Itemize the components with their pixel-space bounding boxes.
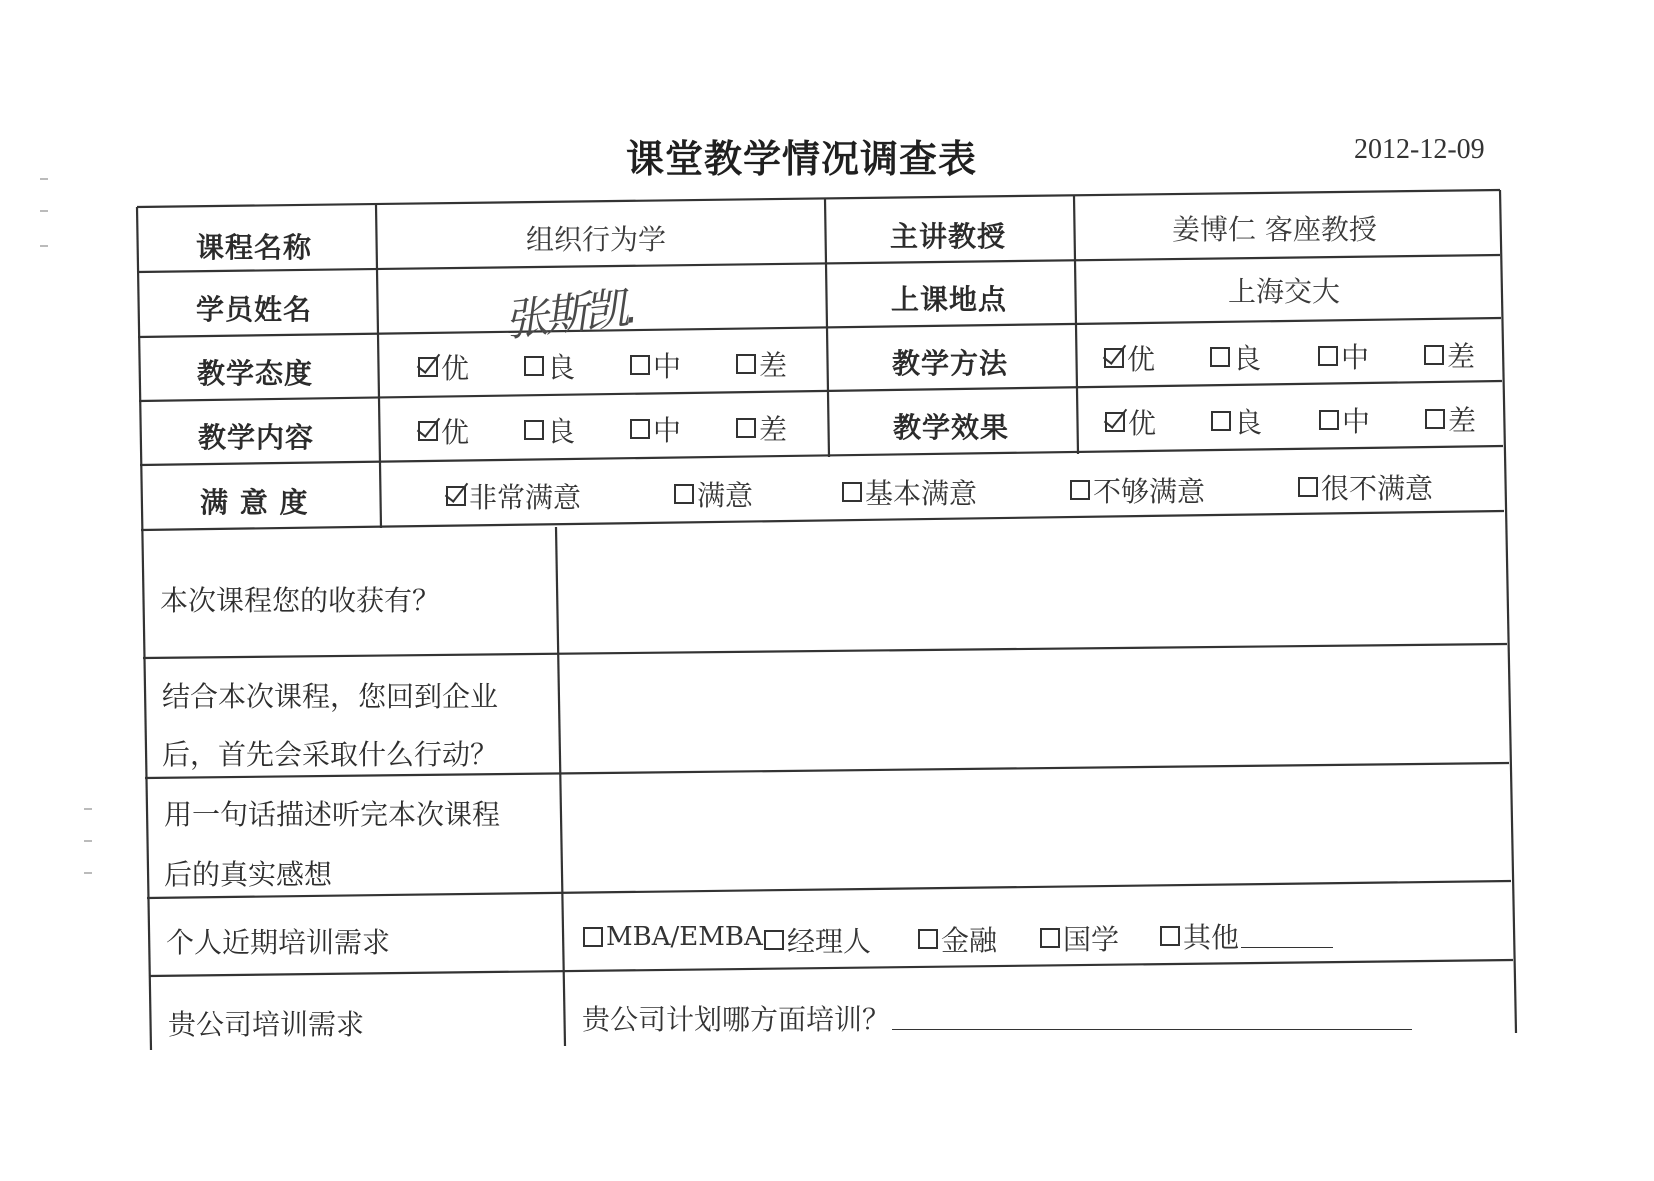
- content-option-excellent[interactable]: 优: [418, 411, 469, 451]
- checkbox-icon[interactable]: [1319, 410, 1339, 430]
- course-name-label: 课程名称: [196, 231, 313, 264]
- checkbox-checked-icon[interactable]: [1105, 412, 1125, 432]
- training-option-sinology[interactable]: 国学: [1040, 918, 1119, 958]
- attitude-option-excellent[interactable]: 优: [418, 347, 469, 387]
- company-training-fill-line[interactable]: [892, 1007, 1412, 1030]
- question-gains: 本次课程您的收获有？: [160, 584, 441, 617]
- checkbox-icon[interactable]: [764, 930, 784, 950]
- checkbox-icon[interactable]: [1318, 346, 1338, 366]
- satisfaction-option-very-satisfied[interactable]: 非常满意: [446, 476, 581, 516]
- checkbox-icon[interactable]: [1070, 480, 1090, 500]
- checkbox-icon[interactable]: [1160, 926, 1180, 946]
- content-label: 教学内容: [198, 421, 315, 454]
- scan-artifact: [84, 840, 92, 842]
- effect-option-poor[interactable]: 差: [1425, 399, 1476, 439]
- student-name-handwritten: 张斯凯.: [502, 282, 637, 347]
- method-label: 教学方法: [892, 347, 1009, 380]
- checkbox-icon[interactable]: [1425, 409, 1445, 429]
- form-title: 课堂教学情况调查表: [626, 137, 978, 181]
- scan-artifact: [40, 245, 48, 247]
- checkbox-icon[interactable]: [674, 484, 694, 504]
- checkbox-icon[interactable]: [630, 355, 650, 375]
- answer-action-area[interactable]: [570, 655, 1490, 770]
- content-option-good[interactable]: 良: [524, 410, 575, 450]
- checkbox-icon[interactable]: [583, 927, 603, 947]
- answer-gains-area[interactable]: [566, 530, 1486, 650]
- other-fill-line[interactable]: [1241, 925, 1333, 948]
- checkbox-checked-icon[interactable]: [446, 486, 466, 506]
- checkbox-icon[interactable]: [842, 482, 862, 502]
- effect-option-good[interactable]: 良: [1211, 401, 1262, 441]
- method-option-average[interactable]: 中: [1318, 336, 1369, 376]
- attitude-option-good[interactable]: 良: [524, 346, 575, 386]
- method-option-excellent[interactable]: 优: [1104, 338, 1155, 378]
- effect-label: 教学效果: [893, 411, 1010, 444]
- attitude-option-average[interactable]: 中: [630, 345, 681, 385]
- training-option-finance[interactable]: 金融: [918, 919, 997, 959]
- answer-feeling-area[interactable]: [572, 774, 1492, 889]
- question-action-line2: 后，首先会采取什么行动？: [162, 738, 499, 771]
- attitude-label: 教学态度: [197, 357, 314, 390]
- training-option-other[interactable]: 其他: [1160, 916, 1333, 956]
- scan-artifact: [84, 808, 92, 810]
- form-date: 2012-12-09: [1354, 134, 1485, 165]
- scan-artifact: [84, 872, 92, 874]
- satisfaction-option-basic[interactable]: 基本满意: [842, 472, 977, 512]
- attitude-option-poor[interactable]: 差: [736, 344, 787, 384]
- company-training-prompt-row: [582, 998, 1412, 1038]
- checkbox-icon[interactable]: [524, 356, 544, 376]
- checkbox-icon[interactable]: [1424, 345, 1444, 365]
- question-feeling-line2: 后的真实感想: [164, 858, 333, 891]
- course-name-value: 组织行为学: [526, 223, 667, 256]
- checkbox-icon[interactable]: [736, 418, 756, 438]
- effect-option-excellent[interactable]: 优: [1105, 402, 1156, 442]
- location-value: 上海交大: [1228, 275, 1341, 308]
- checkbox-icon[interactable]: [1040, 928, 1060, 948]
- training-option-manager[interactable]: 经理人: [764, 920, 871, 960]
- checkbox-icon[interactable]: [1211, 411, 1231, 431]
- checkbox-icon[interactable]: [524, 420, 544, 440]
- location-label: 上课地点: [891, 283, 1008, 316]
- checkbox-icon[interactable]: [1298, 477, 1318, 497]
- question-action-line1: 结合本次课程，您回到企业: [162, 680, 499, 713]
- student-name-label: 学员姓名: [196, 293, 313, 326]
- satisfaction-option-satisfied[interactable]: 满意: [674, 474, 753, 514]
- question-personal-training: 个人近期培训需求: [166, 926, 391, 959]
- content-option-poor[interactable]: 差: [736, 408, 787, 448]
- training-option-mba[interactable]: MBA/EMBA: [583, 922, 763, 952]
- method-option-poor[interactable]: 差: [1424, 335, 1475, 375]
- content-option-average[interactable]: 中: [630, 409, 681, 449]
- effect-option-average[interactable]: 中: [1319, 400, 1370, 440]
- checkbox-checked-icon[interactable]: [418, 357, 438, 377]
- checkbox-icon[interactable]: [736, 354, 756, 374]
- checkbox-icon[interactable]: [918, 929, 938, 949]
- lecturer-label: 主讲教授: [890, 220, 1007, 253]
- checkbox-checked-icon[interactable]: [418, 421, 438, 441]
- checkbox-icon[interactable]: [1210, 347, 1230, 367]
- method-option-good[interactable]: 良: [1210, 337, 1261, 377]
- checkbox-checked-icon[interactable]: [1104, 348, 1124, 368]
- satisfaction-option-very-unsatisfied[interactable]: 很不满意: [1298, 467, 1433, 507]
- scan-artifact: [40, 210, 48, 212]
- company-training-prompt: 贵公司计划哪方面培训？: [582, 1003, 891, 1036]
- satisfaction-label: 满 意 度: [200, 486, 309, 519]
- question-feeling-line1: 用一句话描述听完本次课程: [164, 798, 501, 831]
- checkbox-icon[interactable]: [630, 419, 650, 439]
- scan-artifact: [40, 178, 48, 180]
- lecturer-value: 姜博仁 客座教授: [1172, 213, 1377, 246]
- question-company-training: 贵公司培训需求: [168, 1008, 365, 1041]
- satisfaction-option-not-enough[interactable]: 不够满意: [1070, 470, 1205, 510]
